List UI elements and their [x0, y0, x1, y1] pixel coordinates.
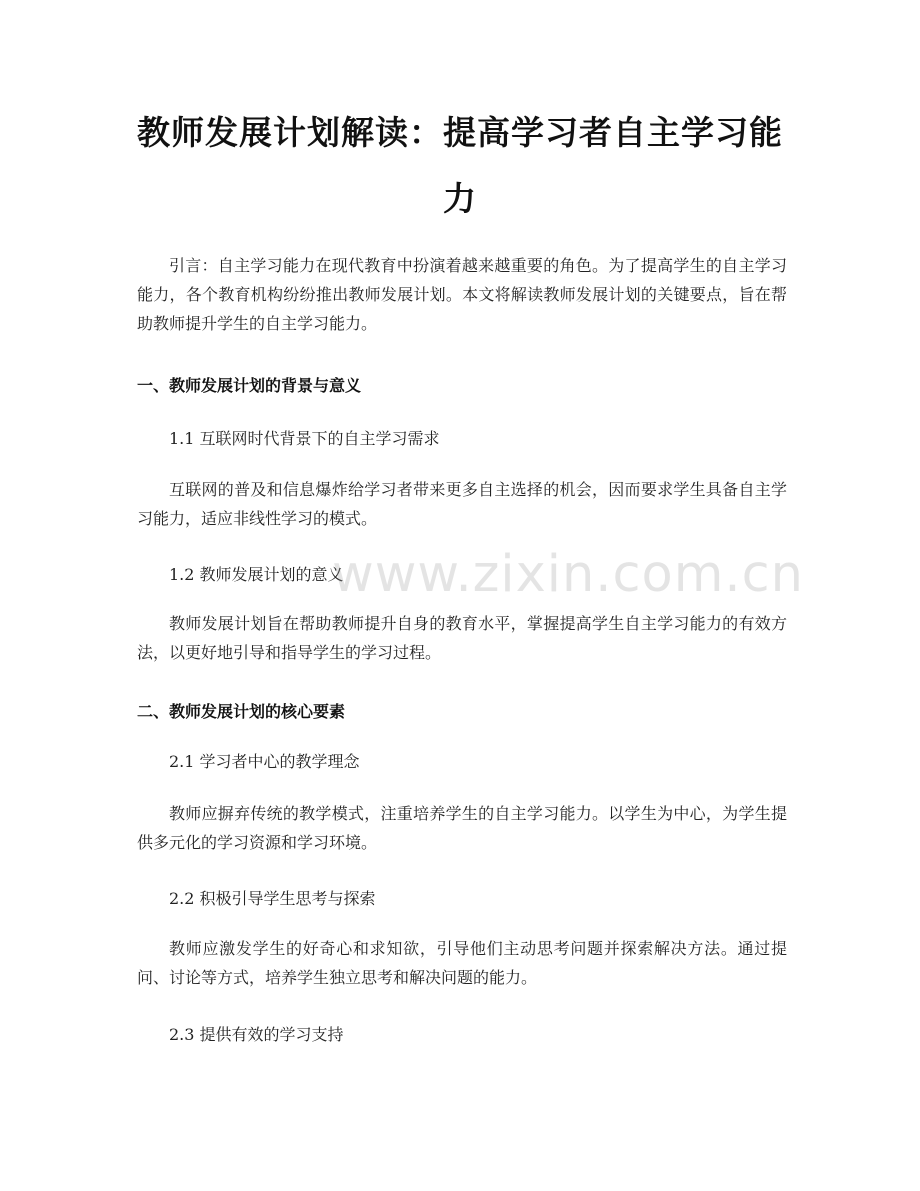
- subsection-2-3-title: 2.3 提供有效的学习支持: [169, 1025, 344, 1044]
- subsection-1-2-title: 1.2 教师发展计划的意义: [169, 565, 344, 584]
- subsection-2-2-title: 2.2 积极引导学生思考与探索: [169, 889, 376, 908]
- watermark: www.zixin.com.cn: [332, 545, 804, 604]
- subsection-1-1-title: 1.1 互联网时代背景下的自主学习需求: [169, 429, 440, 448]
- subsection-1-2-text: 教师发展计划旨在帮助教师提升自身的教育水平，掌握提高学生自主学习能力的有效方法，以更好地引导和指导学生的学习过程。: [137, 614, 787, 662]
- intro-paragraph: 引言：自主学习能力在现代教育中扮演着越来越重要的角色。为了提高学生的自主学习能力，各个教育机构纷纷推出教师发展计划。本文将解读教师发展计划的关键要点，旨在帮助教师提升学生的自主学习能力。: [137, 256, 787, 333]
- subsection-2-2-text: 教师应激发学生的好奇心和求知欲，引导他们主动思考问题并探索解决方法。通过提问、讨论等方式，培养学生独立思考和解决问题的能力。: [137, 939, 787, 987]
- subsection-2-1-text: 教师应摒弃传统的教学模式，注重培养学生的自主学习能力。以学生为中心，为学生提供多元化的学习资源和学习环境。: [137, 804, 787, 852]
- document-title: 教师发展计划解读：提高学习者自主学习能力: [137, 113, 783, 218]
- section-1-heading: 一、教师发展计划的背景与意义: [137, 376, 362, 395]
- subsection-2-1-title: 2.1 学习者中心的教学理念: [169, 752, 360, 771]
- section-2-heading: 二、教师发展计划的核心要素: [137, 702, 346, 721]
- subsection-1-1-text: 互联网的普及和信息爆炸给学习者带来更多自主选择的机会，因而要求学生具备自主学习能力，适应非线性学习的模式。: [137, 480, 787, 528]
